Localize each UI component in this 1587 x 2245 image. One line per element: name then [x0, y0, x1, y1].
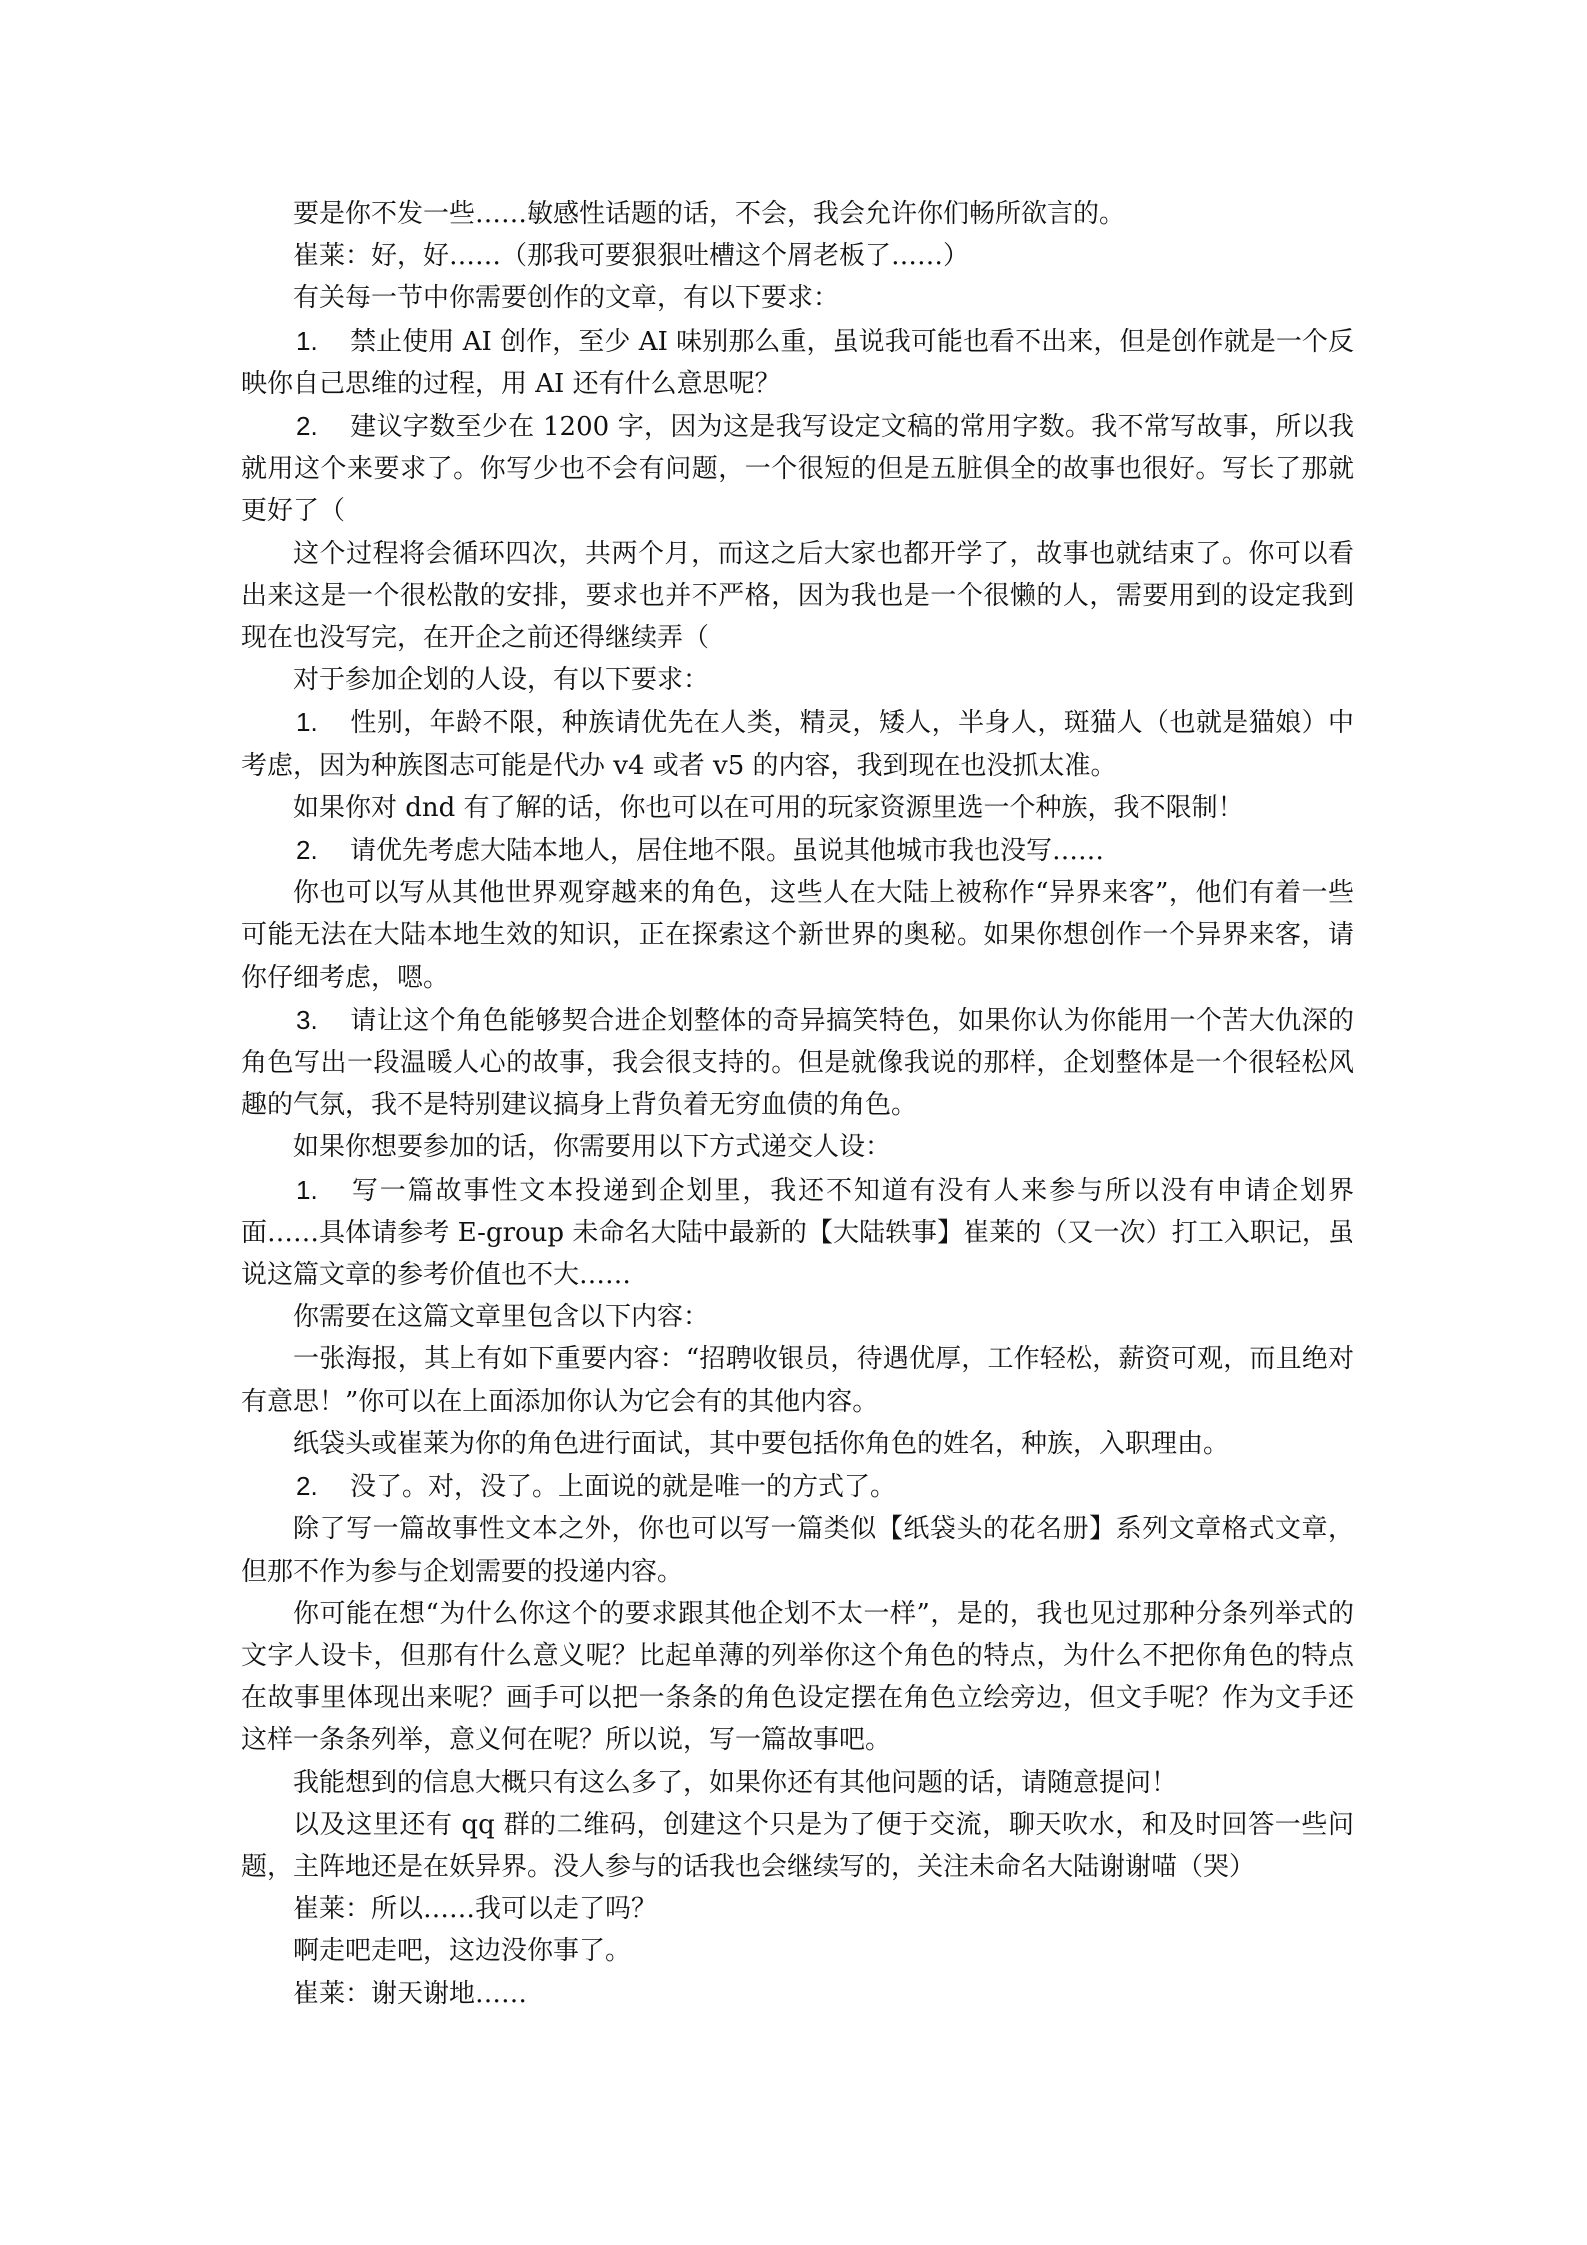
paragraph [241, 999, 1354, 1127]
list-number: 1. [296, 707, 318, 738]
list-number: 2. [296, 835, 318, 866]
paragraph-text: 有关每一节中你需要创作的文章，有以下要求： [293, 283, 840, 314]
paragraph [241, 235, 1354, 277]
paragraph-text: 如果你对 dnd 有了解的话，你也可以在可用的玩家资源里选一个种族，我不限制！ [293, 792, 1244, 823]
paragraph [241, 659, 1354, 701]
paragraph-text: 除了写一篇故事性文本之外，你也可以写一篇类似【纸袋头的花名册】系列文章格式文章，但那不作为参与企划需要的投递内容。 [241, 1514, 1354, 1587]
paragraph [241, 1423, 1354, 1465]
paragraph-text: 崔莱：所以……我可以走了吗？ [293, 1894, 658, 1925]
paragraph-text: 写一篇故事性文本投递到企划里，我还不知道有没有人来参与所以没有申请企划界面……具体请参考 E-group 未命名大陆中最新的【大陆轶事】崔莱的（又一次）打工入职记，虽说这篇文章的参考价值也不大…… [241, 1175, 1354, 1291]
paragraph-text: 以及这里还有 qq 群的二维码，创建这个只是为了便于交流，聊天吹水，和及时回答一些问题，主阵地还是在妖异界。没人参与的话我也会继续写的，关注未命名大陆谢谢喵（哭） [241, 1809, 1354, 1882]
paragraph-text: 这个过程将会循环四次，共两个月，而这之后大家也都开学了，故事也就结束了。你可以看出来这是一个很松散的安排，要求也并不严格，因为我也是一个很懒的人，需要用到的设定我到现在也没写完，在开企之前还得继续弄（ [241, 538, 1354, 654]
paragraph [241, 1296, 1354, 1338]
list-number: 1. [296, 1174, 318, 1205]
paragraph [241, 533, 1354, 660]
paragraph [241, 1338, 1354, 1422]
paragraph [241, 1465, 1354, 1508]
paragraph-text: 禁止使用 AI 创作，至少 AI 味别那么重，虽说我可能也看不出来，但是创作就是一个反映你自己思维的过程，用 AI 还有什么意思呢？ [241, 326, 1354, 399]
list-number: 3. [296, 1004, 318, 1035]
document-body [241, 193, 1354, 2015]
paragraph-text: 对于参加企划的人设，有以下要求： [293, 665, 710, 696]
paragraph [241, 1762, 1354, 1804]
paragraph-text: 我能想到的信息大概只有这么多了，如果你还有其他问题的话，请随意提问！ [293, 1767, 1178, 1798]
paragraph [241, 405, 1354, 533]
paragraph [241, 1508, 1354, 1592]
list-number: 2. [296, 1471, 318, 1502]
paragraph-text: 请优先考虑大陆本地人，居住地不限。虽说其他城市我也没写…… [350, 836, 1105, 867]
paragraph [241, 787, 1354, 829]
paragraph [241, 1888, 1354, 1930]
paragraph [241, 1804, 1354, 1888]
paragraph [241, 1973, 1354, 2015]
paragraph-text: 纸袋头或崔莱为你的角色进行面试，其中要包括你角色的姓名，种族，入职理由。 [293, 1428, 1230, 1459]
paragraph [241, 1593, 1354, 1762]
paragraph-text: 你可能在想“为什么你这个的要求跟其他企划不太一样”，是的，我也见过那种分条列举式的文字人设卡，但那有什么意义呢？比起单薄的列举你这个角色的特点，为什么不把你角色的特点在故事里体现出来呢？画手可以把一条条的角色设定摆在角色立绘旁边，但文手呢？作为文手还这样一条条列举，意义何在呢？所以说，写一篇故事吧。 [241, 1598, 1354, 1756]
paragraph [241, 872, 1354, 999]
list-number: 2. [296, 411, 318, 442]
paragraph-text: 你需要在这篇文章里包含以下内容： [293, 1302, 710, 1333]
paragraph [241, 320, 1354, 405]
paragraph-text: 你也可以写从其他世界观穿越来的角色，这些人在大陆上被称作“异界来客”，他们有着一些可能无法在大陆本地生效的知识，正在探索这个新世界的奥秘。如果你想创作一个异界来客，请你仔细考虑，嗯。 [241, 878, 1354, 993]
paragraph-text: 没了。对，没了。上面说的就是唯一的方式了。 [350, 1472, 897, 1503]
paragraph-text: 性别，年龄不限，种族请优先在人类，精灵，矮人，半身人，斑猫人（也就是猫娘）中考虑，因为种族图志可能是代办 v4 或者 v5 的内容，我到现在也没抓太准。 [241, 708, 1354, 781]
paragraph [241, 1930, 1354, 1972]
paragraph-text: 啊走吧走吧，这边没你事了。 [293, 1936, 632, 1967]
paragraph [241, 277, 1354, 319]
paragraph [241, 1169, 1354, 1297]
paragraph-text: 建议字数至少在 1200 字，因为这是我写设定文稿的常用字数。我不常写故事，所以我就用这个来要求了。你写少也不会有问题，一个很短的但是五脏俱全的故事也很好。写长了那就更好了（ [241, 412, 1354, 527]
paragraph [241, 701, 1354, 786]
paragraph [241, 193, 1354, 235]
paragraph-text: 请让这个角色能够契合进企划整体的奇异搞笑特色，如果你认为你能用一个苦大仇深的角色写出一段温暖人心的故事，我会很支持的。但是就像我说的那样，企划整体是一个很轻松风趣的气氛，我不是特别建议搞身上背负着无穷血债的角色。 [241, 1005, 1354, 1121]
paragraph-text: 崔莱：好，好……（那我可要狠狠吐槽这个屑老板了……） [293, 241, 970, 272]
paragraph-text: 一张海报，其上有如下重要内容：“招聘收银员，待遇优厚，工作轻松，薪资可观，而且绝对有意思！”你可以在上面添加你认为它会有的其他内容。 [241, 1344, 1354, 1417]
paragraph [241, 1126, 1354, 1168]
paragraph-text: 如果你想要参加的话，你需要用以下方式递交人设： [293, 1132, 892, 1163]
paragraph-text: 崔莱：谢天谢地…… [293, 1978, 528, 2009]
list-number: 1. [296, 325, 318, 356]
paragraph [241, 829, 1354, 872]
paragraph-text: 要是你不发一些……敏感性话题的话，不会，我会允许你们畅所欲言的。 [293, 199, 1126, 229]
